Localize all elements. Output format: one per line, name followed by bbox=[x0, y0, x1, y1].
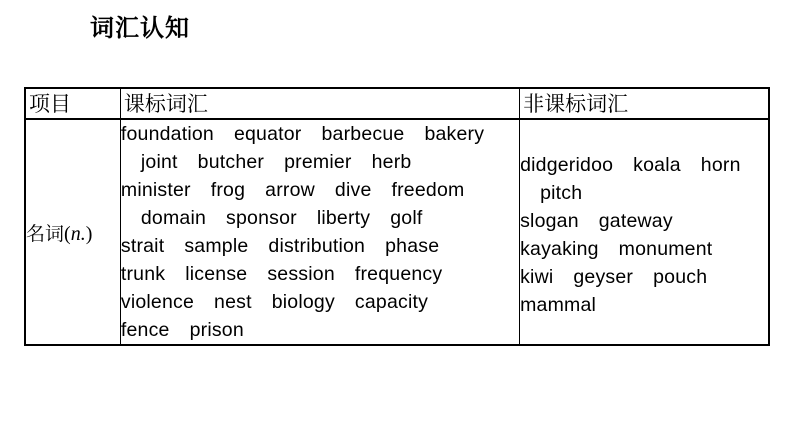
vocabulary-word: freedom bbox=[391, 179, 465, 201]
word-line bbox=[121, 316, 519, 344]
word-line bbox=[121, 120, 519, 148]
vocabulary-word: fence bbox=[120, 319, 170, 341]
vocabulary-table bbox=[24, 87, 770, 346]
vocabulary-word: biology bbox=[271, 291, 335, 313]
vocabulary-word: session bbox=[267, 263, 335, 285]
vocabulary-word: butcher bbox=[197, 151, 265, 173]
vocabulary-word: pouch bbox=[653, 266, 708, 288]
vocabulary-word: liberty bbox=[316, 207, 371, 229]
vocabulary-word: arrow bbox=[265, 179, 315, 201]
vocabulary-word: koala bbox=[633, 154, 681, 176]
vocabulary-word: dive bbox=[334, 179, 372, 201]
page-title: 词汇认知 bbox=[90, 14, 190, 42]
vocabulary-word: herb bbox=[371, 151, 412, 173]
vocabulary-word: prison bbox=[189, 319, 244, 341]
vocabulary-word: trunk bbox=[120, 263, 166, 285]
word-line bbox=[121, 260, 519, 288]
part-of-speech-cell bbox=[25, 119, 120, 345]
vocabulary-word: foundation bbox=[120, 123, 214, 145]
word-line bbox=[520, 291, 768, 319]
word-line bbox=[520, 179, 768, 207]
vocabulary-word: frog bbox=[210, 179, 246, 201]
table-header-row bbox=[25, 88, 769, 119]
vocabulary-word: didgeridoo bbox=[520, 154, 614, 176]
vocabulary-word: strait bbox=[120, 235, 165, 257]
word-line bbox=[520, 151, 768, 179]
vocabulary-word: slogan bbox=[520, 210, 579, 232]
header-non-curriculum-vocabulary: 非课标词汇 bbox=[520, 88, 769, 119]
word-line bbox=[520, 235, 768, 263]
vocabulary-word: gateway bbox=[598, 210, 673, 232]
word-line bbox=[121, 288, 519, 316]
vocabulary-word: sample bbox=[184, 235, 249, 257]
vocabulary-word: frequency bbox=[354, 263, 443, 285]
header-curriculum-vocabulary: 课标词汇 bbox=[120, 88, 519, 119]
word-line bbox=[121, 204, 519, 232]
header-item: 项目 bbox=[25, 88, 120, 119]
non-curriculum-words-cell bbox=[520, 119, 769, 345]
vocabulary-word: mammal bbox=[520, 294, 597, 316]
word-line bbox=[520, 263, 768, 291]
vocabulary-word: violence bbox=[120, 291, 195, 313]
word-line bbox=[121, 176, 519, 204]
vocabulary-word: equator bbox=[233, 123, 302, 145]
vocabulary-word: horn bbox=[700, 154, 741, 176]
word-line bbox=[121, 148, 519, 176]
vocabulary-word: geyser bbox=[573, 266, 634, 288]
vocabulary-word: nest bbox=[214, 291, 252, 313]
vocabulary-word: license bbox=[185, 263, 248, 285]
vocabulary-word: phase bbox=[385, 235, 440, 257]
vocabulary-word: sponsor bbox=[226, 207, 297, 229]
vocabulary-word: distribution bbox=[268, 235, 366, 257]
vocabulary-word: capacity bbox=[354, 291, 429, 313]
vocabulary-word: monument bbox=[618, 238, 713, 260]
part-of-speech-label: 名词 bbox=[26, 222, 65, 245]
word-line bbox=[520, 207, 768, 235]
word-line bbox=[121, 232, 519, 260]
vocabulary-word: bakery bbox=[424, 123, 485, 145]
vocabulary-word: premier bbox=[284, 151, 352, 173]
vocabulary-word: barbecue bbox=[321, 123, 405, 145]
vocabulary-word: minister bbox=[120, 179, 191, 201]
vocabulary-word: golf bbox=[390, 207, 423, 229]
curriculum-words-cell bbox=[120, 119, 519, 345]
vocabulary-word: domain bbox=[140, 207, 207, 229]
table-row bbox=[25, 119, 769, 345]
vocabulary-word: kayaking bbox=[520, 238, 599, 260]
vocabulary-word: pitch bbox=[540, 182, 583, 204]
vocabulary-word: kiwi bbox=[520, 266, 554, 288]
part-of-speech-abbreviation: (n.) bbox=[64, 222, 93, 245]
vocabulary-word: joint bbox=[140, 151, 178, 173]
